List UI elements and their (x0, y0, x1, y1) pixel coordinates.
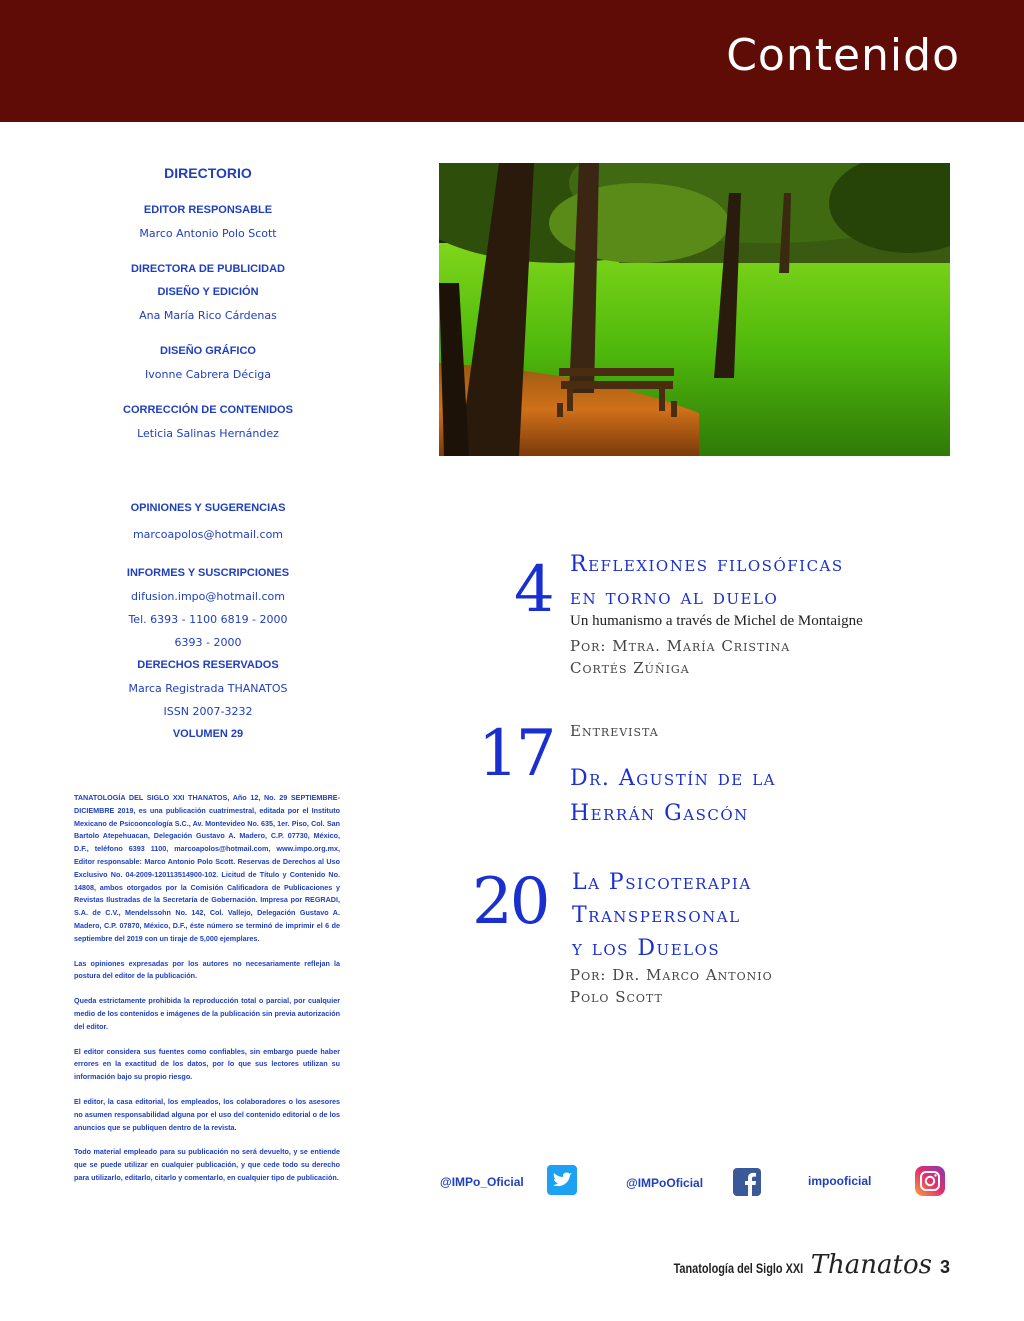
toc-title-line[interactable]: Reflexiones filosóficas (570, 552, 844, 577)
toc-author-line: Cortés Zúñiga (570, 659, 690, 677)
twitter-icon[interactable] (547, 1165, 577, 1195)
design-edit-label: DISEÑO Y EDICIÓN (157, 286, 259, 298)
phone-line-1: Tel. 6393 - 1100 6819 - 2000 (128, 613, 288, 626)
toc-author-line: Polo Scott (570, 988, 663, 1006)
facebook-icon[interactable] (733, 1168, 761, 1196)
toc-subtitle: Un humanismo a través de Michel de Montaigne (570, 613, 863, 629)
opinions-label: OPINIONES Y SUGERENCIAS (130, 502, 286, 514)
footer-publication: Tanatología del Siglo XXI (673, 1260, 803, 1276)
toc-author-line: Por: Mtra. María Cristina (570, 637, 791, 655)
park-bench-photo (439, 163, 950, 456)
graphic-design-label: DISEÑO GRÁFICO (160, 345, 256, 357)
publicity-label: DIRECTORA DE PUBLICIDAD (130, 263, 285, 275)
info-label: INFORMES Y SUSCRIPCIONES (126, 567, 290, 579)
phone-line-2: 6393 - 2000 (174, 636, 242, 649)
toc-title-line[interactable]: en torno al duelo (570, 585, 779, 610)
directory-heading: DIRECTORIO (164, 165, 252, 181)
rights-label: DERECHOS RESERVADOS (137, 659, 279, 671)
legal-paragraph: Todo material empleado para su publicación no será devuelto, y se entiende que se puede utilizar en cualquier publicación, y que cede todo su derecho para utilizarlo, editarlo, citarlo y comentarlo, en cualquier tipo de publicación. (74, 1147, 340, 1182)
toc-title-line[interactable]: Dr. Agustín de la (570, 766, 777, 791)
legal-paragraph: Queda estrictamente prohibida la reproducción total o parcial, por cualquier medio de los contenidos e imágenes de la publicación sin previa autorización del editor. (74, 996, 340, 1031)
correction-label: CORRECCIÓN DE CONTENIDOS (123, 404, 293, 416)
page-number: 3 (939, 1257, 950, 1277)
volume-text: VOLUMEN 29 (172, 728, 244, 740)
toc-author-line: Por: Dr. Marco Antonio (570, 966, 773, 984)
editor-name: Marco Antonio Polo Scott (139, 227, 277, 240)
graphic-design-name: Ivonne Cabrera Déciga (145, 368, 271, 381)
facebook-handle-link[interactable]: @IMPoOficial (626, 1176, 704, 1190)
toc-title-line[interactable]: y los Duelos (572, 936, 721, 961)
legal-paragraph: Las opiniones expresadas por los autores no necesariamente reflejan la postura del editor de la publicación. (74, 958, 340, 981)
twitter-handle-link[interactable]: @IMPo_Oficial (440, 1175, 524, 1189)
issn-text: ISSN 2007-3232 (163, 705, 253, 718)
info-email-link[interactable]: difusion.impo@hotmail.com (131, 590, 285, 603)
footer-brand-logo: Thanatos (810, 1250, 932, 1280)
instagram-handle-link[interactable]: impooficial (808, 1174, 872, 1188)
instagram-icon[interactable] (915, 1166, 945, 1196)
toc-page-number[interactable]: 4 (514, 553, 552, 627)
legal-notice (74, 792, 340, 1197)
trademark-text: Marca Registrada THANATOS (128, 682, 288, 695)
publicity-name: Ana María Rico Cárdenas (139, 309, 277, 322)
toc-title-line[interactable]: Transpersonal (572, 903, 741, 928)
legal-paragraph: TANATOLOGÍA DEL SIGLO XXI THANATOS, Año 12, No. 29 SEPTIEMBRE-DICIEMBRE 2019, es una publicación cuatrimestral, editada por el Instituto Mexicano de Psicooncología S.C., Av. Montevideo No. 635, 1er. Piso, Col. San Bartolo Atepehuacan, Delegación Gustavo A. Madero, C.P. 07730, México, D.F., teléfono 6393 1100, marcoapolos@hotmail.com, www.impo.org.mx, Editor responsable: Marco Antonio Polo Scott. Reservas de Derechos al Uso Exclusivo No. 04-2009-120113514900-102. Licitud de Título y Contenido No. 14808, ambos otorgados por la Comisión Calificadora de Publicaciones y Revistas Ilustradas de la Secretaría de Gobernación. Impresa por REGRADI, S.A. de C.V., Mendelssohn No. 142, Col. Vallejo, Delegación Gustavo A. Madero, C.P. 07870, México, D.F., éste número se terminó de imprimir el 6 de septiembre del 2019 con un tiraje de 5,000 ejemplares. (74, 793, 340, 943)
page-title: Contenido (726, 30, 960, 81)
toc-page-number[interactable]: 20 (472, 865, 548, 939)
legal-paragraph: El editor, la casa editorial, los empleados, los colaboradores o los asesores no asumen responsabilidad alguna por el uso del contenido editorial o de los anuncios que se publiquen dentro de la revista. (74, 1096, 340, 1132)
toc-title-line[interactable]: La Psicoterapia (572, 870, 752, 895)
correction-name: Leticia Salinas Hernández (137, 427, 279, 440)
header-band (0, 0, 1024, 122)
toc-kicker: Entrevista (570, 722, 659, 740)
editor-label: EDITOR RESPONSABLE (143, 204, 273, 216)
page-footer (637, 1250, 951, 1280)
toc-title-line[interactable]: Herrán Gascón (570, 801, 749, 826)
directory (98, 160, 318, 746)
legal-paragraph: El editor considera sus fuentes como confiables, sin embargo puede haber errores en la exactitud de los datos, por lo que sus lectores utilizan su información bajo su propio riesgo. (74, 1046, 340, 1082)
toc-page-number[interactable]: 17 (478, 717, 554, 791)
opinions-email-link[interactable]: marcoapolos@hotmail.com (132, 528, 284, 541)
